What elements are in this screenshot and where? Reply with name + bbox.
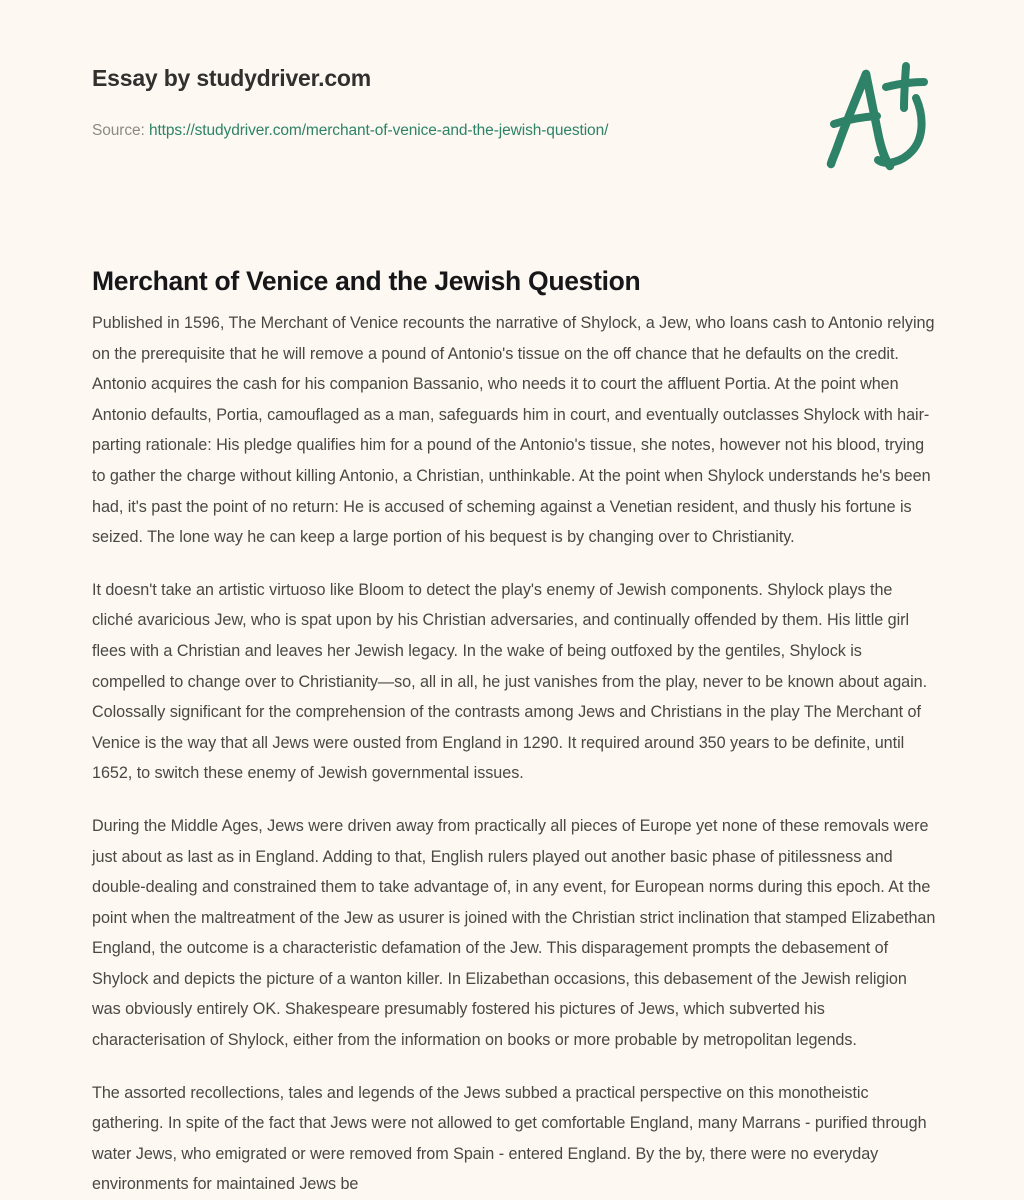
page-title: Merchant of Venice and the Jewish Question [92,265,641,296]
page-header [0,0,1024,200]
source-line [92,122,608,140]
a-plus-logo-glyph [812,56,942,180]
essay-paragraph: Published in 1596, The Merchant of Venice recounts the narrative of Shylock, a Jew, who loans cash to Antonio relying on the prerequisite that he will remove a pound of Antonio's tissue on the off chance that he defaults on the credit. Antonio acquires the cash for his companion Bassanio, who needs it to court the affluent Portia. At the point when Antonio defaults, Portia, camouflaged as a man, safeguards him in court, and eventually outclasses Shylock with hair-parting rationale: His pledge qualifies him for a pound of the Antonio's tissue, she notes, however not his blood, trying to gather the charge without killing Antonio, a Christian, unthinkable. At the point when Shylock understands he's been had, it's past the point of no return: He is accused of scheming against a Venetian resident, and thusly his fortune is seized. The lone way he can keep a large portion of his bequest is by changing over to Christianity. [92,314,935,547]
source-url-link[interactable]: https://studydriver.com/merchant-of-venice-and-the-jewish-question/ [148,122,609,139]
essay-byline: Essay by studydriver.com [92,65,372,91]
essay-paragraph: It doesn't take an artistic virtuoso like Bloom to detect the play's enemy of Jewish components. Shylock plays the cliché avaricious Jew, who is spat upon by his Christian adversaries, and continually offended by them. His little girl flees with a Christian and leaves her Jewish legacy. In the wake of being outfoxed by the gentiles, Shylock is compelled to change over to Christianity—so, all in all, he just vanishes from the play, never to be known about again. Colossally significant for the comprehension of the contrasts among Jews and Christians in the play The Merchant of Venice is the way that all Jews were ousted from England in 1290. It required around 350 years to be definite, until 1652, to switch these enemy of Jewish governmental issues. [92,580,928,783]
studydriver-a-plus-logo-icon [812,56,942,180]
essay-paragraph: During the Middle Ages, Jews were driven away from practically all pieces of Europe yet none of these removals were just about as last as in England. Adding to that, English rulers played out another basic phase of pitilessness and double-dealing and constrained them to take advantage of, in any event, for European norms during this epoch. At the point when the maltreatment of the Jew as usurer is joined with the Christian strict inclination that stamped Elizabethan England, the outcome is a characteristic defamation of the Jew. This disparagement prompts the debasement of Shylock and depicts the picture of a wanton killer. In Elizabethan occasions, this debasement of the Jewish religion was obviously entirely OK. Shakespeare presumably fostered his pictures of Jews, which subverted his characterisation of Shylock, either from the information on books or more probable by metropolitan legends. [92,816,936,1050]
essay-paragraph: The assorted recollections, tales and legends of the Jews subbed a practical perspective on this monotheistic gathering. In spite of the fact that Jews were not allowed to get comfortable England, many Marrans - purified through water Jews, who emigrated or were removed from Spain - entered England. By the by, there were no everyday environments for maintained Jews be [92,1083,927,1194]
source-label: Source: [92,122,145,139]
essay-body [92,308,937,1200]
